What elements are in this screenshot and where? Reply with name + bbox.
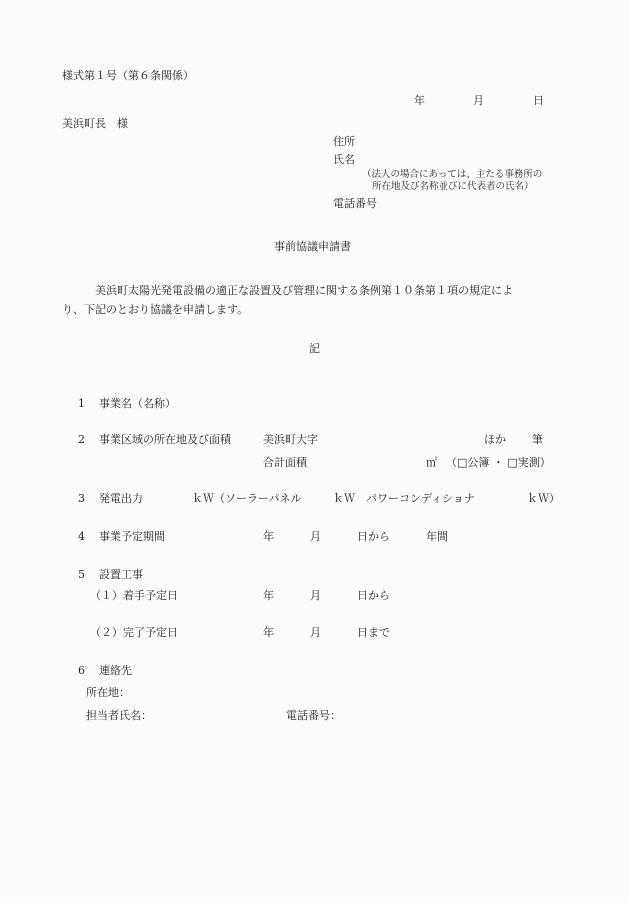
- item4-years: 年間: [426, 530, 448, 543]
- body-text-line1: 美浜町太陽光発電設備の適正な設置及び管理に関する条例第１０条第１項の規定によ: [95, 284, 513, 297]
- item5-sub1-label: （１）着手予定日: [90, 589, 178, 602]
- item5-sub2-label: （２）完了予定日: [90, 626, 178, 639]
- item4-label: 事業予定期間: [99, 530, 165, 543]
- item4-number: 4: [78, 530, 85, 543]
- item2-area-label: 合計面積: [263, 456, 307, 469]
- applicant-note-line2: 所在地及び名称並びに代表者の氏名）: [372, 181, 534, 192]
- item1-label: 事業名（名称）: [99, 397, 176, 410]
- applicant-name-label: 氏名: [333, 153, 355, 166]
- addressee: 美浜町長 様: [62, 117, 128, 130]
- item6-address-label: 所在地：: [86, 686, 130, 699]
- applicant-phone-label: 電話番号: [333, 197, 377, 210]
- date-day-label: 日: [533, 94, 544, 107]
- item5-sub1-day: 日から: [357, 589, 390, 602]
- item5-sub1-month: 月: [310, 589, 321, 602]
- item2-number: 2: [78, 433, 85, 446]
- item3-unit-total: ｋＷ（ソーラーパネル: [192, 492, 302, 505]
- item4-day-from: 日から: [357, 530, 390, 543]
- item5-number: 5: [78, 568, 85, 581]
- document-title: 事前協議申請書: [274, 240, 351, 253]
- item2-hoka: ほか: [484, 433, 506, 446]
- ki-heading: 記: [309, 342, 320, 355]
- item2-location-prefix: 美浜町大字: [263, 433, 318, 446]
- item6-person-label: 担当者氏名：: [86, 709, 152, 722]
- item3-unit-inverter: ｋＷ）: [527, 492, 560, 505]
- item3-number: 3: [78, 492, 85, 505]
- item5-sub2-year: 年: [263, 626, 274, 639]
- item5-sub1-year: 年: [263, 589, 274, 602]
- item2-hitsu: 筆: [532, 433, 543, 446]
- item4-month: 月: [310, 530, 321, 543]
- item3-label: 発電出力: [99, 492, 143, 505]
- form-number: 様式第１号（第６条関係）: [62, 69, 194, 82]
- item4-year: 年: [263, 530, 274, 543]
- body-text-line2: り、下記のとおり協議を申請します。: [62, 303, 249, 316]
- item5-sub2-day: 日まで: [357, 626, 390, 639]
- item2-area-unit: ㎡: [426, 456, 437, 469]
- item6-phone-label: 電話番号：: [286, 709, 341, 722]
- item1-number: 1: [78, 397, 85, 410]
- item5-label: 設置工事: [99, 568, 143, 581]
- item6-number: 6: [78, 664, 85, 677]
- applicant-note-line1: （法人の場合にあっては、主たる事務所の: [362, 169, 543, 180]
- item2-label: 事業区域の所在地及び面積: [99, 433, 231, 446]
- date-month-label: 月: [473, 94, 484, 107]
- item6-label: 連絡先: [99, 664, 132, 677]
- item5-sub2-month: 月: [310, 626, 321, 639]
- date-year-label: 年: [414, 94, 425, 107]
- item3-unit-panel: ｋＷ パワーコンディショナ: [333, 492, 475, 505]
- applicant-address-label: 住所: [333, 135, 355, 148]
- item2-area-source: （□公簿 ・ □実測）: [446, 456, 551, 469]
